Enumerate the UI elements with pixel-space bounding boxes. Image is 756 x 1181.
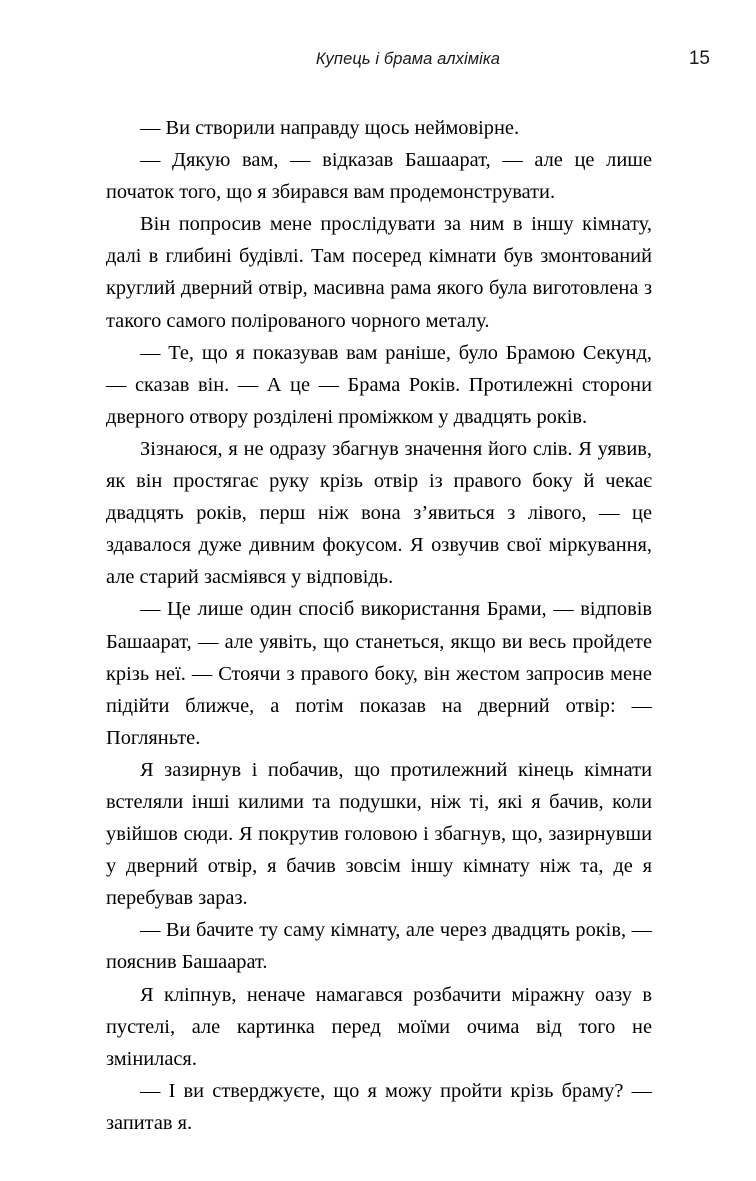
paragraph: Зізнаюся, я не одразу збагнув значення його слів. Я уявив, як він простягає руку крізь отвір із правого боку й чекає двадцять років, перш ніж вона з’явиться з лівого, — це здавалося дуже дивним фокусом. Я озвучив свої міркування, але старий засміявся у відповідь. bbox=[106, 437, 652, 589]
page-number: 15 bbox=[688, 48, 710, 69]
paragraph: — Ви бачите ту саму кімнату, але через двадцять років, — пояснив Башаарат. bbox=[106, 919, 652, 974]
running-head bbox=[106, 46, 710, 72]
paragraph: — Те, що я показував вам раніше, було Брамою Секунд, — сказав він. — А це — Брама Років. Протилежні сторони дверного отвору розділені проміжком у двадцять років. bbox=[106, 341, 652, 428]
paragraph: — Ви створили направду щось неймовірне. bbox=[140, 117, 520, 139]
paragraph: — Це лише один спосіб використання Брами, — відповів Башаарат, — але уявіть, що станеться, якщо ви весь пройдете крізь неї. — Стоячи з правого боку, він жестом запросив мене підійти ближче, а потім показав на дверний отвір: — Погляньте. bbox=[106, 598, 652, 749]
running-head-title: Купець і брама алхіміка bbox=[315, 50, 501, 68]
body-text-block bbox=[106, 112, 652, 1139]
paragraph: Я кліпнув, неначе намагався розбачити міражну оазу в пустелі, але картинка перед моїми очима від того не змінилася. bbox=[106, 983, 652, 1070]
paragraph: — Дякую вам, — відказав Башаарат, — але це лише початок того, що я збирався вам продемонструвати. bbox=[106, 149, 652, 204]
paragraph: Він попросив мене прослідувати за ним в іншу кімнату, далі в глибині будівлі. Там посеред кімнати був змонтований круглий дверний отвір, масивна рама якого була виготовлена з такого самого полірованого чорного металу. bbox=[106, 213, 652, 332]
paragraph: Я зазирнув і побачив, що протилежний кінець кімнати встеляли інші килими та подушки, ніж ті, які я бачив, коли увійшов сюди. Я покрутив головою і збагнув, що, зазирнувши у дверний отвір, я бачив зовсім іншу кімнату ніж та, де я перебував зараз. bbox=[106, 758, 652, 910]
paragraph: — І ви стверджуєте, що я можу пройти крізь браму? — запитав я. bbox=[106, 1079, 652, 1134]
